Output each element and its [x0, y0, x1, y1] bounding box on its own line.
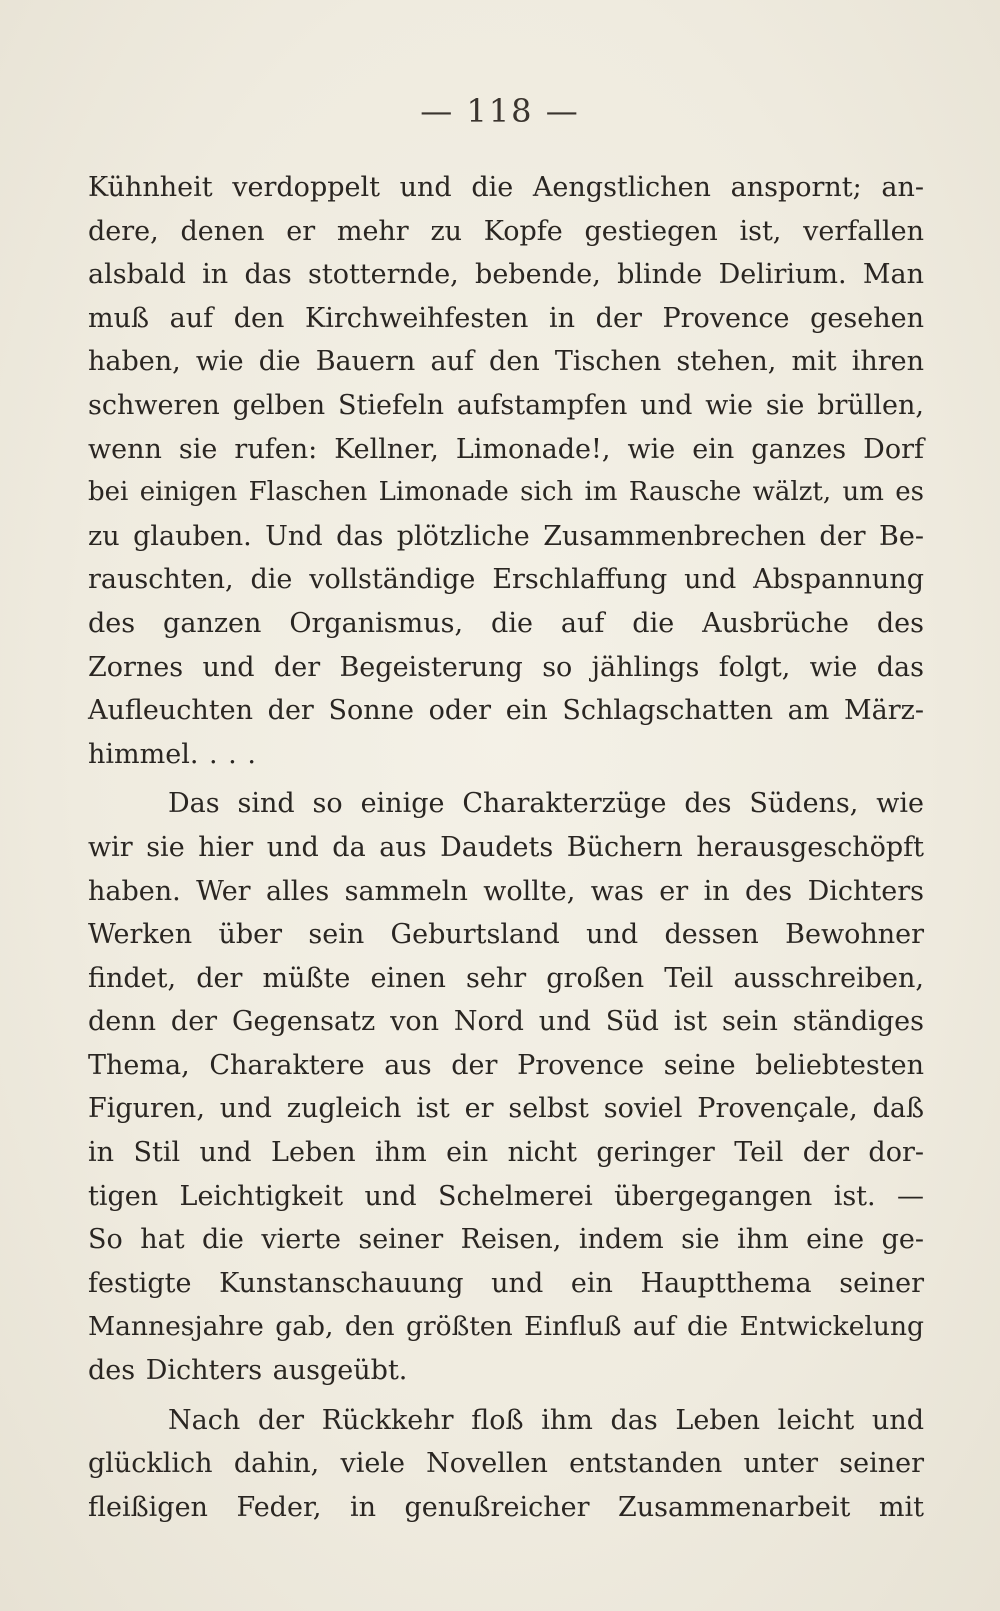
text-line: So hat die vierte seiner Reisen, indem sie ihm eine ge-: [88, 1224, 924, 1256]
text-line: glücklich dahin, viele Novellen entstanden unter seiner: [88, 1448, 924, 1480]
text-line: des ganzen Organismus, die auf die Ausbrüche des: [88, 607, 924, 639]
text-line: Aufleuchten der Sonne oder ein Schlagschatten am März-: [88, 695, 924, 727]
text-line: festigte Kunstanschauung und ein Hauptthema seiner: [88, 1267, 924, 1299]
text-line: fleißigen Feder, in genußreicher Zusammenarbeit mit: [88, 1491, 924, 1523]
text-line: Zornes und der Begeisterung so jählings folgt, wie das: [88, 651, 924, 683]
text-line: rauschten, die vollständige Erschlaffung und Abspannung: [88, 564, 924, 596]
text-line: haben. Wer alles sammeln wollte, was er in des Dichters: [88, 875, 924, 907]
text-line: Das sind so einige Charakterzüge des Südens, wie: [168, 788, 924, 820]
text-line: Kühnheit verdoppelt und die Aengstlichen anspornt; an-: [88, 172, 924, 203]
text-line: bei einigen Flaschen Limonade sich im Rausche wälzt, um es: [88, 477, 924, 508]
page-number: — 118 —: [420, 92, 580, 130]
text-line: muß auf den Kirchweihfesten in der Provence gesehen: [88, 302, 924, 334]
text-line: findet, der müßte einen sehr großen Teil ausschreiben,: [88, 962, 924, 994]
text-line: tigen Leichtigkeit und Schelmerei übergegangen ist. —: [88, 1180, 924, 1212]
text-line: Mannesjahre gab, den größten Einfluß auf die Entwickelung: [88, 1311, 924, 1343]
text-line: in Stil und Leben ihm ein nicht geringer Teil der dor-: [88, 1137, 924, 1169]
text-line: denn der Gegensatz von Nord und Süd ist sein ständiges: [88, 1006, 924, 1038]
text-line: des Dichters ausgeübt.: [88, 1355, 408, 1387]
text-line: schweren gelben Stiefeln aufstampfen und wie sie brüllen,: [88, 389, 924, 421]
text-line: himmel. . . .: [88, 738, 256, 770]
text-line: dere, denen er mehr zu Kopfe gestiegen ist, verfallen: [88, 215, 924, 247]
text-line: wir sie hier und da aus Daudets Büchern herausgeschöpft: [88, 831, 924, 863]
text-line: Nach der Rückkehr floß ihm das Leben leicht und: [168, 1404, 924, 1436]
paragraph: [88, 166, 924, 776]
text-line: Figuren, und zugleich ist er selbst soviel Provençale, daß: [88, 1093, 924, 1125]
body-text: [88, 166, 924, 1529]
paragraph: [88, 782, 924, 1392]
text-line: zu glauben. Und das plötzliche Zusammenbrechen der Be-: [88, 520, 924, 552]
text-line: haben, wie die Bauern auf den Tischen stehen, mit ihren: [88, 346, 924, 378]
paragraph: [88, 1399, 924, 1530]
text-line: Thema, Charaktere aus der Provence seine beliebtesten: [88, 1049, 924, 1081]
text-line: wenn sie rufen: Kellner, Limonade!, wie ein ganzes Dorf: [88, 433, 924, 465]
text-line: alsbald in das stotternde, bebende, blinde Delirium. Man: [88, 259, 924, 291]
text-line: Werken über sein Geburtsland und dessen Bewohner: [88, 919, 924, 951]
